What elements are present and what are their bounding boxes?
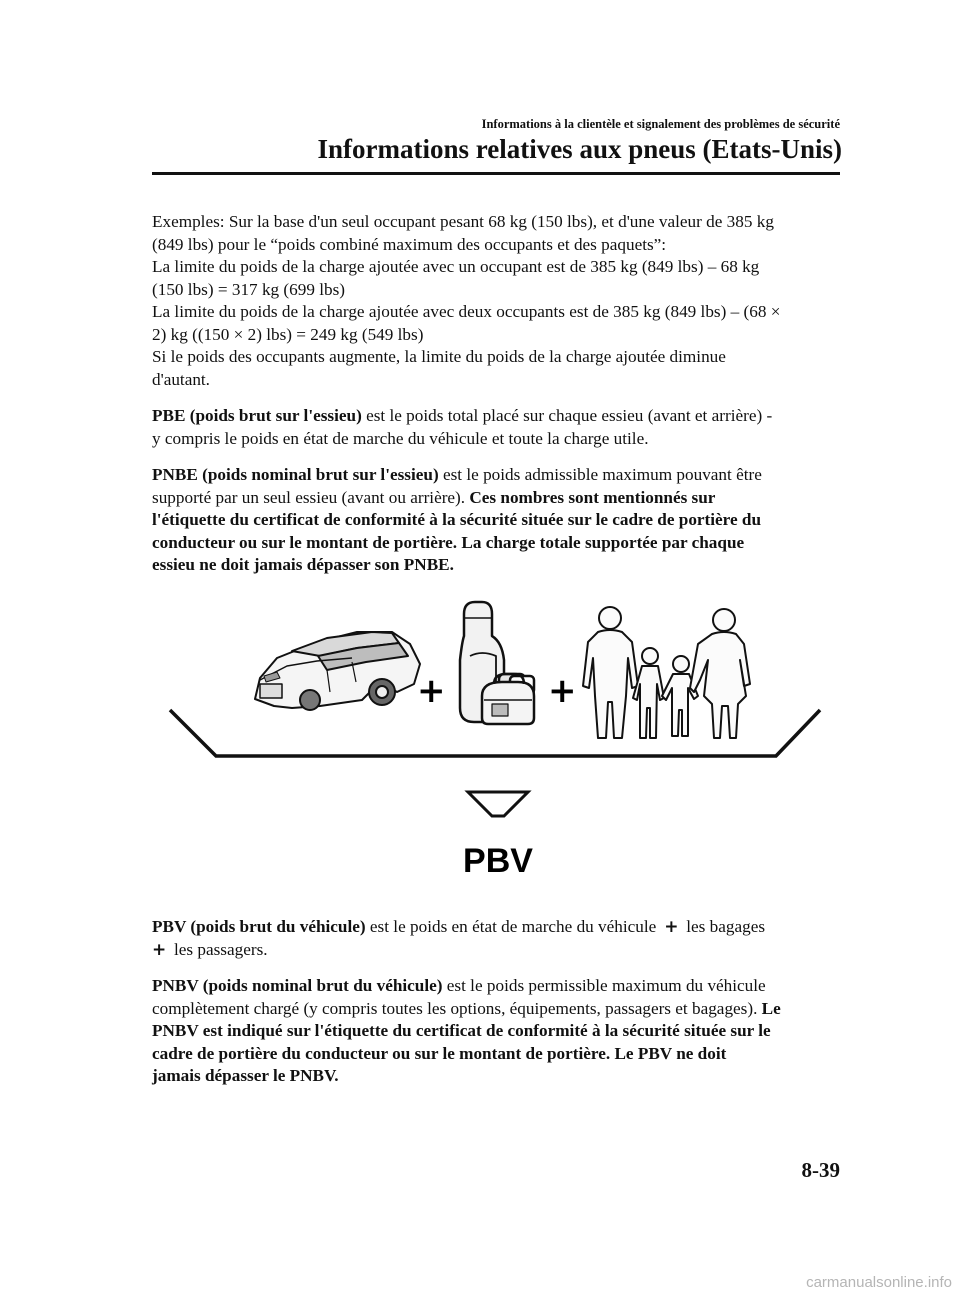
pnbe-bold-text: Ces nombres sont mentionnés sur (469, 487, 716, 507)
main-content (152, 211, 842, 591)
pnbv-text: complètement chargé (y compris toutes les options, équipements, passagers et bagages). (152, 998, 762, 1018)
watermark: carmanualsonline.info (806, 1274, 952, 1291)
page-number: 8-39 (801, 1158, 840, 1182)
pbe-term: PBE (poids brut sur l'essieu) (152, 406, 362, 425)
examples-line: 2) kg ((150 × 2) lbs) = 249 kg (549 lbs) (152, 324, 424, 344)
pbv-term: PBV (poids brut du véhicule) (152, 917, 366, 936)
plus-sign: + (548, 671, 577, 711)
pbe-paragraph (152, 405, 842, 450)
pbv-text: est le poids en état de marche du véhicule (365, 917, 657, 936)
pbe-text: y compris le poids en état de marche du véhicule et toute la charge utile. (152, 428, 649, 448)
pnbv-bold-text: cadre de portière du conducteur ou sur le montant de portière. Le PBV ne doit (152, 1043, 727, 1063)
plus-icon: + (664, 917, 679, 937)
pbv-text: les passagers. (174, 939, 268, 959)
pnbe-bold-text: conducteur ou sur le montant de portière. La charge totale supportée par chaque (152, 532, 745, 552)
pnbv-paragraph (152, 975, 842, 1088)
plus-icon: + (152, 939, 167, 960)
header-rule (152, 172, 840, 175)
examples-line: La limite du poids de la charge ajoutée avec un occupant est de 385 kg (849 lbs) – 68 kg (152, 257, 760, 276)
examples-line: La limite du poids de la charge ajoutée avec deux occupants est de 385 kg (849 lbs) – (68 × (152, 302, 781, 321)
car-illustration (255, 632, 420, 710)
examples-line: Si le poids des occupants augmente, la limite du poids de la charge ajoutée diminue (152, 347, 726, 366)
examples-paragraph (152, 211, 842, 391)
pnbe-paragraph (152, 464, 842, 577)
examples-line: (150 lbs) = 317 kg (699 lbs) (152, 279, 346, 299)
pnbe-bold-text: l'étiquette du certificat de conformité à la sécurité située sur le cadre de portière du (152, 510, 762, 529)
pnbv-term: PNBV (poids nominal brut du véhicule) (152, 976, 443, 995)
luggage-illustration (460, 602, 534, 724)
plus-sign: + (417, 671, 446, 711)
page-header-subtitle: Informations à la clientèle et signalement des problèmes de sécurité (481, 117, 840, 131)
pbv-diagram-label: PBV (463, 842, 533, 880)
pnbe-term: PNBE (poids nominal brut sur l'essieu) (152, 465, 439, 484)
pnbv-bold-text: PNBV est indiqué sur l'étiquette du certificat de conformité à la sécurité située sur le (152, 1021, 771, 1040)
pnbe-text: supporté par un seul essieu (avant ou arrière). (152, 487, 470, 507)
pbv-section (152, 916, 842, 1102)
pbv-paragraph (152, 916, 842, 961)
examples-line: d'autant. (152, 369, 210, 389)
page-header-title: Informations relatives aux pneus (Etats-Unis) (317, 134, 842, 164)
pnbv-text: est le poids permissible maximum du véhicule (442, 976, 766, 995)
pnbv-bold-text: jamais dépasser le PNBV. (152, 1066, 339, 1085)
pbv-diagram (152, 596, 842, 886)
pnbe-bold-text: essieu ne doit jamais dépasser son PNBE. (152, 555, 454, 574)
pbv-text: les bagages (686, 917, 766, 936)
pnbv-bold-text: Le (761, 998, 781, 1018)
examples-line: Exemples: Sur la base d'un seul occupant pesant 68 kg (150 lbs), et d'une valeur de 385 kg (152, 212, 774, 231)
examples-line: (849 lbs) pour le “poids combiné maximum des occupants et des paquets”: (152, 234, 667, 254)
pbe-text: est le poids total placé sur chaque essieu (avant et arrière) - (361, 406, 773, 425)
pnbe-text: est le poids admissible maximum pouvant être (438, 465, 762, 484)
down-arrow-icon (468, 792, 528, 816)
pbv-illustration (152, 596, 842, 886)
passengers-illustration (583, 607, 750, 738)
